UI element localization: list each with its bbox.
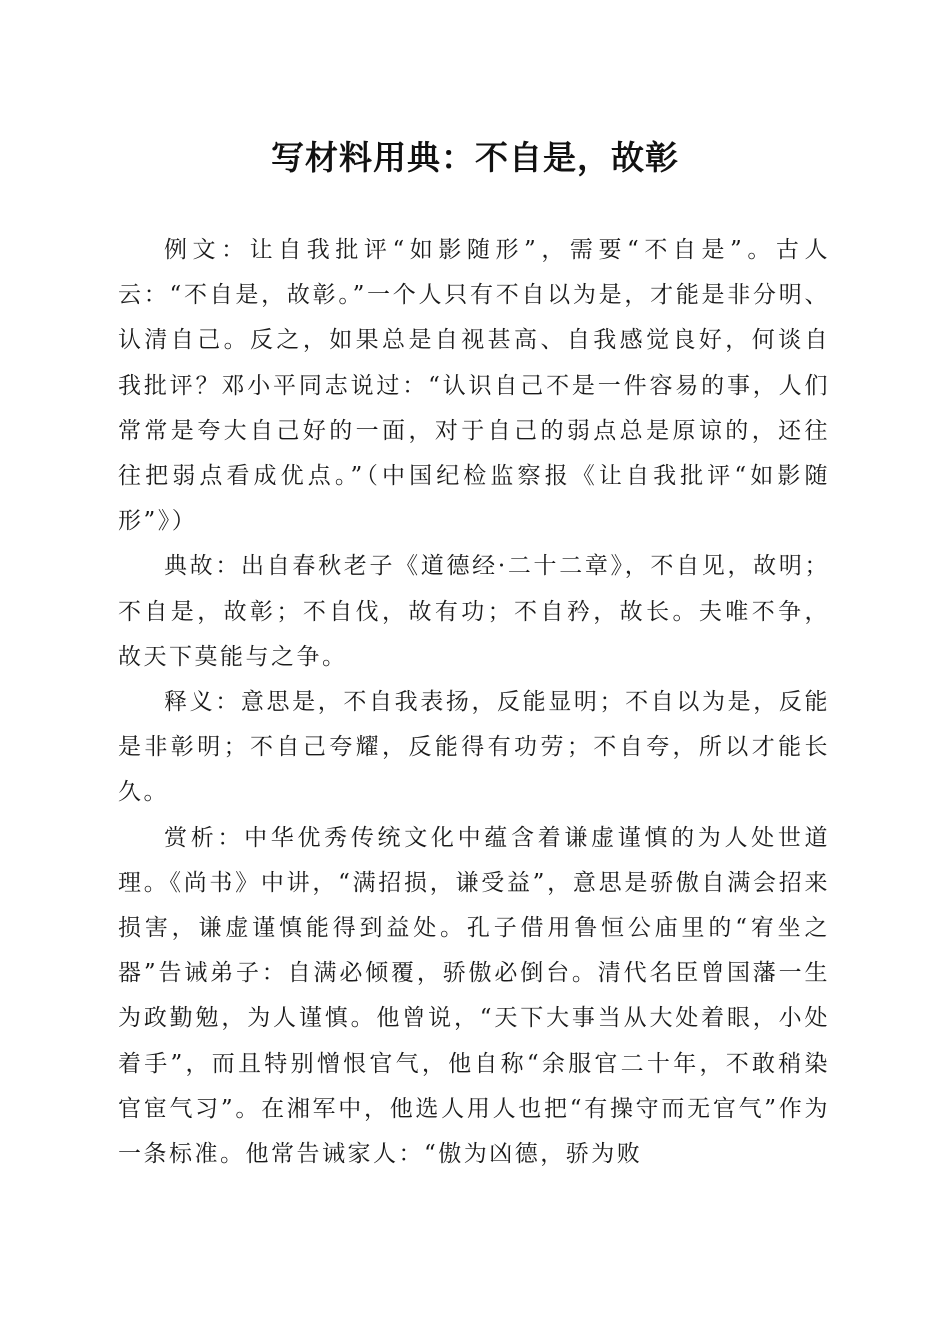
paragraph-appreciation: 赏析：中华优秀传统文化中蕴含着谦虚谨慎的为人处世道理。《尚书》中讲，“满招损，谦受益”，意思是骄傲自满会招来损害，谦虚谨慎能得到益处。孔子借用鲁恒公庙里的“宥坐之器”告诫弟子：自满必倾覆，骄傲必倒台。清代名臣曾国藩一生为政勤勉，为人谨慎。他曾说，“天下大事当从大处着眼，小处着手”，而且特别憎恨官气，他自称“余服官二十年，不敢稍染官宦气习”。在湘军中，他选人用人也把“有操守而无官气”作为一条标准。他常告诫家人：“傲为凶德，骄为败 [118,824,830,1168]
paragraph-allusion: 典故：出自春秋老子《道德经·二十二章》，不自见，故明；不自是，故彰；不自伐，故有功；不自矜，故长。夫唯不争，故天下莫能与之争。 [118,553,830,670]
document-body [118,228,830,1177]
paragraph-example: 例文：让自我批评“如影随形”，需要“不自是”。古人云：“不自是，故彰。”一个人只有不自以为是，才能是非分明、认清自己。反之，如果总是自视甚高、自我感觉良好，何谈自我批评？邓小平同志说过：“认识自己不是一件容易的事，人们常常是夸大自己好的一面，对于自己的弱点总是原谅的，还往往把弱点看成优点。”（中国纪检监察报《让自我批评“如影随形”》） [118,237,830,535]
page-title: 写材料用典：不自是，故彰 [271,138,679,177]
paragraph-interpretation: 释义：意思是，不自我表扬，反能显明；不自以为是，反能是非彰明；不自己夸耀，反能得有功劳；不自夸，所以才能长久。 [118,689,830,806]
